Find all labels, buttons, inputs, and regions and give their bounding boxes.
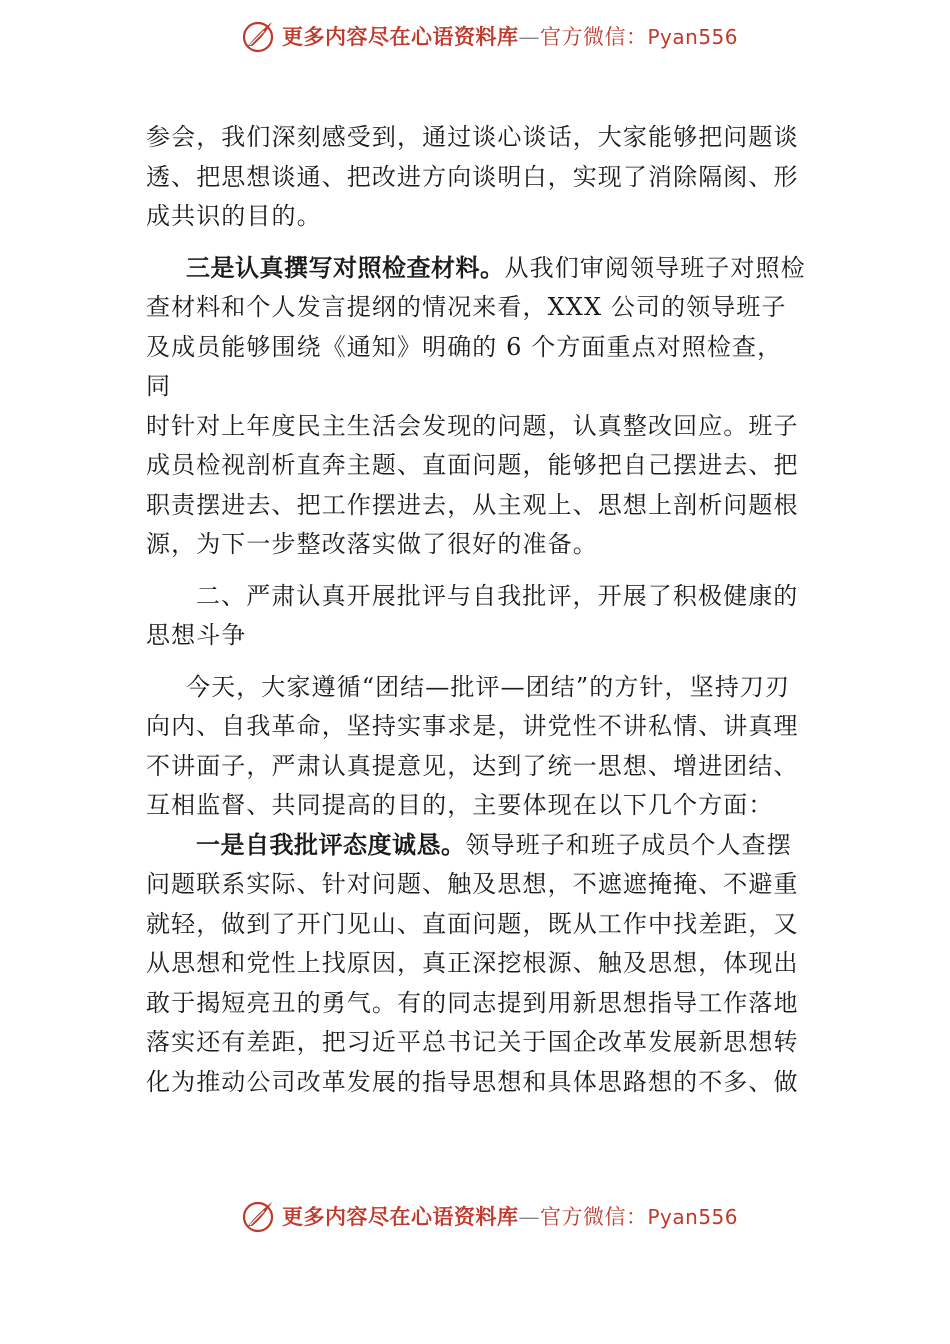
footer-banner	[240, 1196, 739, 1236]
banner-separator: —	[518, 1205, 540, 1229]
banner-title: 更多内容尽在心语资料库	[282, 24, 519, 49]
banner-title: 更多内容尽在心语资料库	[282, 1204, 519, 1229]
quill-logo-icon	[240, 18, 276, 54]
quill-logo-icon	[240, 1198, 276, 1234]
banner-wechat-label: 官方微信：	[540, 1205, 648, 1229]
banner-text	[282, 21, 738, 51]
paragraph-5-body: 领导班子和班子成员个人查摆问题联系实际、针对问题、触及思想，不遮遮掩掩、不避重就轻，做到了开门见山、直面问题，既从工作中找差距，又从思想和党性上找原因，真正深挖根源、触及思想，体现出敢于揭短亮丑的勇气。有的同志提到用新思想指导工作落地落实还有差距，把习近平总书记关于国企改革发展新思想转化为推动公司改革发展的指导思想和具体思路想的不多、做	[146, 830, 799, 1096]
banner-wechat-id: Pyan556	[647, 25, 739, 49]
banner-separator: —	[518, 25, 540, 49]
header-banner	[240, 16, 739, 56]
paragraph-2-body: 从我们审阅领导班子对照检查材料和个人发言提纲的情况来看，XXX 公司的领导班子及成员能够围绕《通知》明确的 6 个方面重点对照检查，同	[146, 253, 806, 400]
paragraph-1: 参会，我们深刻感受到，通过谈心谈话，大家能够把问题谈透、把思想谈通、把改进方向谈明白，实现了消除隔阂、形成共识的目的。	[146, 123, 799, 230]
banner-wechat-id: Pyan556	[647, 1205, 739, 1229]
paragraph-5	[146, 826, 806, 1103]
paragraph-3: 时针对上年度民主生活会发现的问题，认真整改回应。班子成员检视剖析直奔主题、直面问题，能够把自己摆进去、把职责摆进去、把工作摆进去，从主观上、思想上剖析问题根源，为下一步整改落实做了很好的准备。	[146, 411, 799, 558]
section-heading-2: 二、严肃认真开展批评与自我批评，开展了积极健康的思想斗争	[146, 581, 799, 649]
banner-text	[282, 1201, 738, 1231]
paragraph-5-lead: 一是自我批评态度诚恳。	[196, 830, 466, 859]
paragraph-2	[146, 249, 806, 407]
paragraph-4: 今天，大家遵循“团结—批评—团结”的方针，坚持刀刃向内、自我革命，坚持实事求是，讲党性不讲私情、讲真理不讲面子，严肃认真提意见，达到了统一思想、增进团结、互相监督、共同提高的目的，主要体现在以下几个方面：	[146, 672, 799, 819]
document-body	[146, 118, 806, 1102]
banner-wechat-label: 官方微信：	[540, 25, 648, 49]
paragraph-2-lead: 三是认真撰写对照检查材料。	[186, 253, 505, 282]
